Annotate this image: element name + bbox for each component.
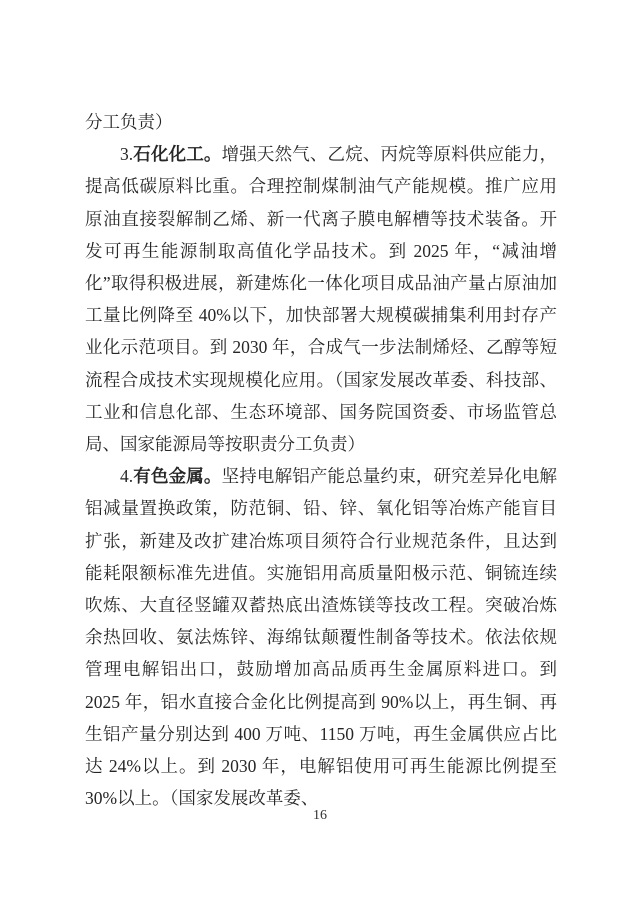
section-heading: 有色金属。	[133, 466, 222, 487]
section-number: 3.	[120, 144, 134, 165]
page-number: 16	[313, 808, 327, 823]
body-text	[85, 106, 557, 814]
paragraph-text: 分工负责）	[85, 112, 173, 132]
paragraph-continuation	[85, 106, 557, 138]
section-heading: 石化化工。	[133, 144, 222, 165]
paragraph-text: 增强天然气、乙烷、丙烷等原料供应能力，提高低碳原料比重。合理控制煤制油气产能规模。推广应用原油直接裂解制乙烯、新一代离子膜电解槽等技术装备。开发可再生能源制取高值化学品技术。到 2025 年，“减油增化”取得积极进展，新建炼化一体化项目成品油产量占原油加工量比例降至 40%以下，加快部署大规模碳捕集利用封存产业化示范项目。到 2030 年，合成气一步法制烯烃、乙醇等短流程合成技术实现规模化应用。（国家发展改革委、科技部、工业和信息化部、生态环境部、国务院国资委、市场监管总局、国家能源局等按职责分工负责）	[85, 144, 557, 455]
paragraph-nonferrous-metals	[85, 460, 557, 814]
section-number: 4.	[120, 466, 134, 487]
paragraph-text: 坚持电解铝产能总量约束，研究差异化电解铝减量置换政策，防范铜、铅、锌、氧化铝等冶炼产能盲目扩张，新建及改扩建冶炼项目须符合行业规范条件，且达到能耗限额标准先进值。实施铝用高质量阳极示范、铜锍连续吹炼、大直径竖罐双蓄热底出渣炼镁等技改工程。突破冶炼余热回收、氨法炼锌、海绵钛颠覆性制备等技术。依法依规管理电解铝出口，鼓励增加高品质再生金属原料进口。到 2025 年，铝水直接合金化比例提高到 90%以上，再生铜、再生铝产量分别达到 400 万吨、1150 万吨，再生金属供应占比达 24%以上。到 2030 年，电解铝使用可再生能源比例提至 30%以上。（国家发展改革委、	[85, 466, 557, 809]
paragraph-petrochemical	[85, 138, 557, 460]
